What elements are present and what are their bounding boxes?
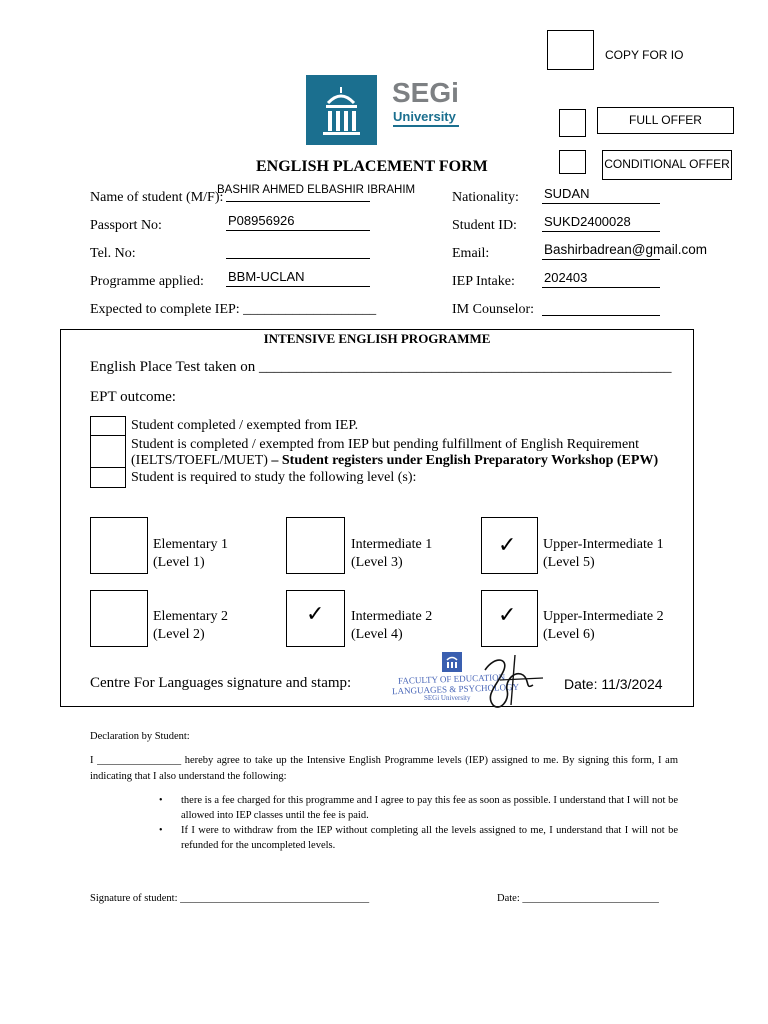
centre-signature-label: Centre For Languages signature and stamp: xyxy=(90,675,352,691)
copy-for-io-checkbox[interactable] xyxy=(547,30,594,70)
level-box-intermediate-1[interactable] xyxy=(286,517,345,574)
name-underline xyxy=(226,201,370,202)
option-epw-checkbox[interactable] xyxy=(90,435,126,469)
level-number-upper-intermediate-1: (Level 5) xyxy=(543,555,595,570)
level-name-upper-intermediate-2: Upper-Intermediate 2 xyxy=(543,609,664,624)
ept-taken-line[interactable]: English Place Test taken on _______________________________________________________ xyxy=(90,359,672,375)
bullet-dot-icon: • xyxy=(159,825,163,836)
declaration-heading: Declaration by Student: xyxy=(90,731,190,742)
intake-underline xyxy=(542,287,660,288)
passport-value[interactable]: P08956926 xyxy=(228,213,295,228)
conditional-offer-checkbox[interactable] xyxy=(559,150,586,174)
logo-subtitle: University xyxy=(393,109,456,124)
name-value[interactable]: BASHIR AHMED ELBASHIR IBRAHIM xyxy=(217,184,416,196)
passport-label: Passport No: xyxy=(90,218,162,233)
stamp-line-1: FACULTY OF EDUCATION xyxy=(397,672,506,686)
ept-outcome-label: EPT outcome: xyxy=(90,389,176,405)
declaration-bullet-2: If I were to withdraw from the IEP without completing all the levels assigned to me, I understand that I will not be refunded for the uncompleted levels. xyxy=(181,825,678,851)
check-mark-icon: ✓ xyxy=(498,533,517,558)
level-name-intermediate-2: Intermediate 2 xyxy=(351,609,433,624)
level-number-upper-intermediate-2: (Level 6) xyxy=(543,627,595,642)
stamp-line-3: SEGi University xyxy=(424,694,471,702)
centre-date: Date: 11/3/2024 xyxy=(564,676,663,692)
nationality-label: Nationality: xyxy=(452,190,519,205)
option-epw-text-line2-b: – Student registers under English Preparatory Workshop (EPW) xyxy=(271,453,659,468)
counselor-underline xyxy=(542,315,660,316)
level-number-elementary-2: (Level 2) xyxy=(153,627,205,642)
tel-label: Tel. No: xyxy=(90,246,136,261)
student-id-underline xyxy=(542,231,660,232)
copy-for-io-label: COPY FOR IO xyxy=(605,48,684,62)
logo-wordmark: SEGi xyxy=(392,77,459,108)
logo-underline xyxy=(393,125,459,127)
level-number-intermediate-1: (Level 3) xyxy=(351,555,403,570)
email-underline xyxy=(542,259,660,260)
tel-underline xyxy=(226,258,370,259)
student-id-label: Student ID: xyxy=(452,218,517,233)
iep-section xyxy=(60,329,694,707)
passport-underline xyxy=(226,230,370,231)
level-number-elementary-1: (Level 1) xyxy=(153,555,205,570)
segi-logo xyxy=(306,75,466,145)
counselor-label: IM Counselor: xyxy=(452,302,535,317)
bullet-dot-icon: • xyxy=(159,795,163,806)
intake-label: IEP Intake: xyxy=(452,274,515,289)
level-name-intermediate-1: Intermediate 1 xyxy=(351,537,433,552)
expected-complete-label: Expected to complete IEP: ___________________ xyxy=(90,302,377,317)
check-mark-icon: ✓ xyxy=(306,602,325,627)
programme-value[interactable]: BBM-UCLAN xyxy=(228,269,305,284)
student-date-line[interactable]: Date: __________________________ xyxy=(497,893,659,904)
nationality-value[interactable]: SUDAN xyxy=(544,186,590,201)
declaration-bullet-1: there is a fee charged for this programme and I agree to pay this fee as soon as possible. I understand that I will not be allowed into IEP classes until the fee is paid. xyxy=(181,795,678,821)
intake-value[interactable]: 202403 xyxy=(544,270,588,285)
name-label: Name of student (M/F): xyxy=(90,190,224,205)
level-name-upper-intermediate-1: Upper-Intermediate 1 xyxy=(543,537,664,552)
level-name-elementary-2: Elementary 2 xyxy=(153,609,229,624)
student-signature-line[interactable]: Signature of student: ____________________________________ xyxy=(90,893,370,904)
nationality-underline xyxy=(542,203,660,204)
email-value[interactable]: Bashirbadrean@gmail.com xyxy=(544,242,708,257)
handwritten-signature xyxy=(475,650,545,715)
level-name-elementary-1: Elementary 1 xyxy=(153,537,229,552)
programme-label: Programme applied: xyxy=(90,274,204,289)
option-epw-text-line2 xyxy=(131,453,658,469)
level-number-intermediate-2: (Level 4) xyxy=(351,627,403,642)
check-mark-icon: ✓ xyxy=(498,603,517,628)
programme-underline xyxy=(226,286,370,287)
stamp-line-2: LANGUAGES & PSYCHOLOGY xyxy=(391,681,520,697)
full-offer-checkbox[interactable] xyxy=(559,109,586,137)
option-epw-text-line1: Student is completed / exempted from IEP but pending fulfillment of English Requirement xyxy=(131,437,640,452)
stamp-crest-icon xyxy=(442,652,462,672)
iep-title: INTENSIVE ENGLISH PROGRAMME xyxy=(263,331,491,346)
option-completed-text: Student completed / exempted from IEP. xyxy=(131,418,359,433)
option-study-levels-text: Student is required to study the following level (s): xyxy=(131,470,417,485)
declaration-paragraph: I ________________ hereby agree to take up the Intensive English Programme levels (IEP) assigned to me. By signing this form, I am indicating that I also understand the following: xyxy=(90,755,678,782)
email-label: Email: xyxy=(452,246,490,261)
segi-crest-icon xyxy=(306,75,377,145)
option-epw-text-line2-a: (IELTS/TOEFL/MUET) xyxy=(131,453,272,468)
form-title: ENGLISH PLACEMENT FORM xyxy=(256,158,488,175)
level-box-elementary-2[interactable] xyxy=(90,590,148,647)
level-box-elementary-1[interactable] xyxy=(90,517,148,574)
student-id-value[interactable]: SUKD2400028 xyxy=(544,214,631,229)
conditional-offer-label: CONDITIONAL OFFER xyxy=(604,157,730,171)
full-offer-label: FULL OFFER xyxy=(629,113,702,127)
option-completed-checkbox[interactable] xyxy=(90,416,126,437)
option-study-levels-checkbox[interactable] xyxy=(90,467,126,488)
